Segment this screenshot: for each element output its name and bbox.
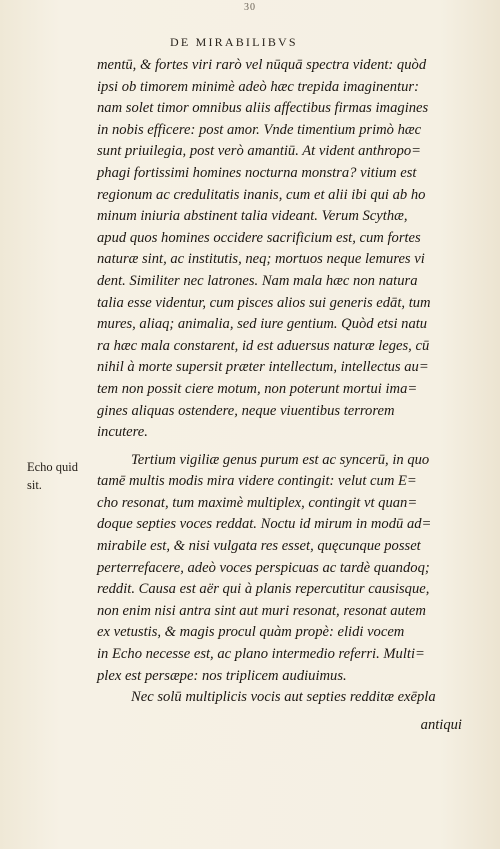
text-line: apud quos homines occidere sacrificium est, cum fortes	[97, 229, 421, 246]
text-line: talia esse videntur, cum pisces alios sui generis edāt, tum	[97, 294, 431, 311]
text-line: incutere.	[97, 424, 148, 441]
text-line: Tertium vigiliæ genus purum est ac syncerū, in quo	[131, 451, 430, 468]
text-line: gines aliquas ostendere, neque viuentibus terrorem	[97, 402, 395, 419]
text-line: nihil à morte supersit præter intellectum, intellectus au=	[97, 359, 429, 376]
running-header: DE MIRABILIBVS	[170, 35, 298, 49]
text-line: naturæ sint, ac institutis, neq; mortuos neque lemures vi	[97, 251, 425, 268]
text-line: nam solet timor omnibus aliis affectibus firmas imagines	[97, 100, 429, 117]
text-line: in nobis efficere: post amor. Vnde timentium primò hæc	[97, 121, 422, 138]
text-line: ipsi ob timorem minimè adeò hæc trepida imaginentur:	[97, 78, 419, 95]
text-line: in Echo necesse est, ac plano intermedio referri. Multi=	[97, 646, 425, 663]
text-line: phagi fortissimi homines nocturna monstra? vitium est	[97, 164, 417, 181]
margin-note	[27, 458, 78, 494]
text-line: ex vetustis, & magis procul quàm propè: elidi vocem	[97, 624, 405, 641]
text-line: minum iniuria abstinent talia videant. Verum Scythæ,	[97, 208, 408, 225]
text-line: Nec solū multiplicis vocis aut septies redditæ exēpla	[131, 689, 436, 706]
text-line: sunt priuilegia, post verò amantiū. At vident anthropo=	[97, 143, 422, 160]
text-line: tem non possit ciere motum, non poterunt mortui ima=	[97, 380, 418, 397]
text-line: regionum ac credulitatis inanis, cum et alii ibi qui ab ho	[97, 186, 426, 203]
catchword: antiqui	[420, 717, 462, 733]
body-text	[97, 55, 462, 709]
text-line: mirabile est, & nisi vulgata res esset, quęcunque posset	[97, 538, 421, 555]
margin-note-line: sit.	[27, 478, 42, 492]
text-line: mentū, & fortes viri rarò vel nūquā spectra vident: quòd	[97, 57, 427, 73]
text-line: doque septies voces reddat. Noctu id mirum in modū ad=	[97, 516, 432, 533]
text-line: dent. Similiter nec latrones. Nam mala hæc non natura	[97, 272, 418, 289]
folio-number: 30	[244, 2, 256, 13]
text-line: reddit. Causa est aër qui à planis repercutitur causisque,	[97, 581, 430, 598]
text-line: ra hæc mala constarent, id est aduersus naturæ leges, cū	[97, 337, 430, 354]
text-line: perterrefacere, adeò voces perspicuas ac tardè quandoq;	[97, 559, 430, 576]
text-line: tamē multis modis mira videre contingit: velut cum E=	[97, 473, 417, 490]
text-line: mures, aliaq; animalia, sed iure gentium. Quòd etsi natu	[97, 316, 428, 333]
text-line: plex est persæpe: nos triplicem audiuimus.	[97, 667, 347, 684]
text-line: non enim nisi antra sint aut muri resonat, resonat autem	[97, 602, 426, 619]
text-line: cho resonat, tum maximè multiplex, contingit vt quan=	[97, 494, 418, 511]
margin-note-line: Echo quid	[27, 460, 79, 474]
